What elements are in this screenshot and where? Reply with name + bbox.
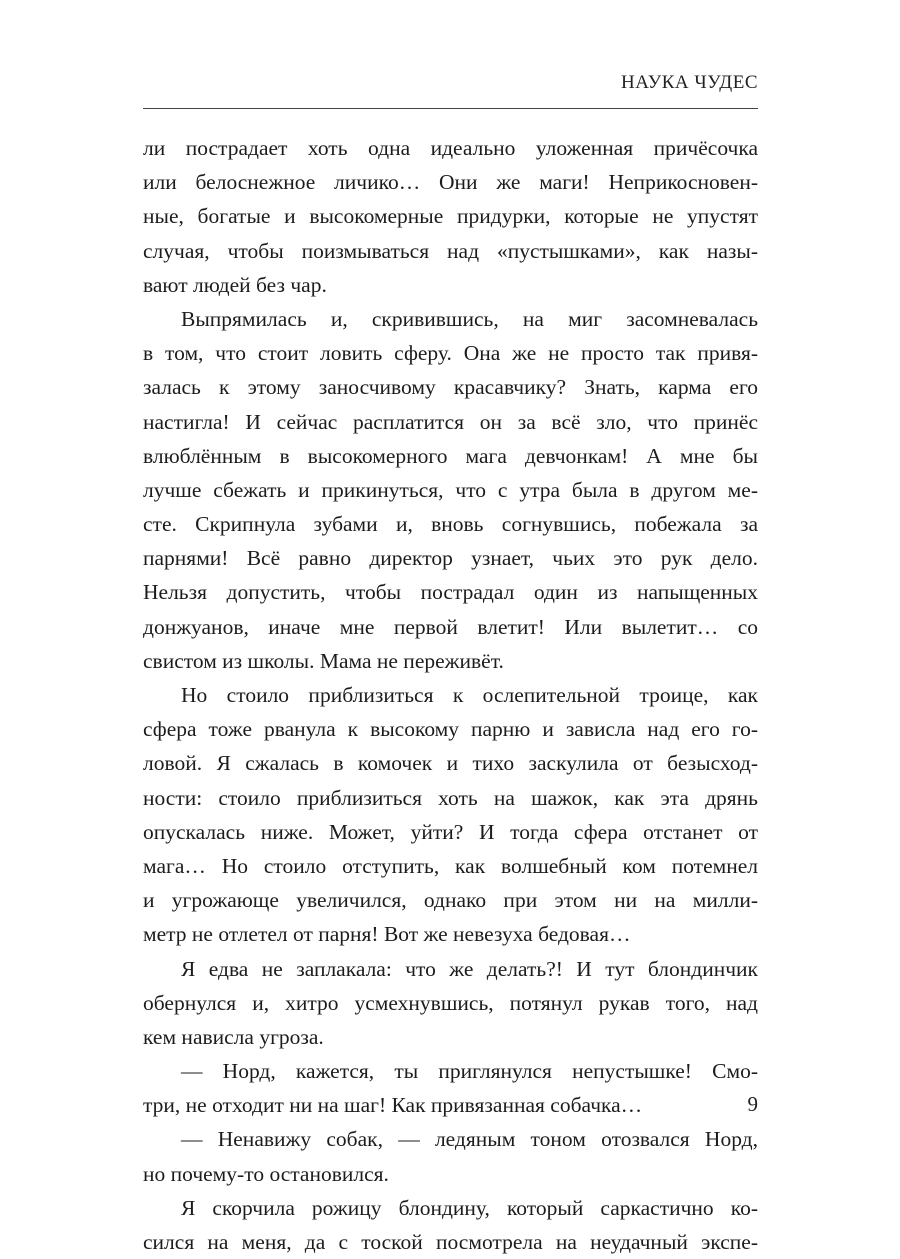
text-line: ные, богатые и высокомерные придурки, которые не упустят bbox=[143, 204, 758, 229]
running-title: НАУКА ЧУДЕС bbox=[621, 72, 758, 93]
text-line: ли пострадает хоть одна идеально уложенная причёсочка bbox=[143, 136, 758, 160]
text-line: но почему-то остановился. bbox=[143, 1161, 389, 1186]
text-line: Но стоило приблизиться к ослепительной троице, как bbox=[181, 683, 758, 707]
page-number: 9 bbox=[747, 1092, 758, 1116]
text-line: донжуанов, иначе мне первой влетит! Или вылетит… со bbox=[143, 614, 758, 639]
text-line: три, не отходит ни на шаг! Как привязанная собачка… bbox=[143, 1093, 643, 1118]
text-line: вают людей без чар. bbox=[143, 272, 327, 297]
text-line: опускалась ниже. Может, уйти? И тогда сфера отстанет от bbox=[143, 819, 758, 844]
text-line: в том, что стоит ловить сферу. Она же не просто так привя- bbox=[143, 341, 758, 366]
text-line: сился на меня, да с тоской посмотрела на неудачный экспе- bbox=[143, 1230, 758, 1254]
header-rule bbox=[143, 108, 758, 109]
text-line: Выпрямилась и, скривившись, на миг засомневалась bbox=[181, 306, 758, 331]
text-line: свистом из школы. Мама не переживёт. bbox=[143, 648, 504, 673]
text-line: Я скорчила рожицу блондину, который саркастично ко- bbox=[181, 1195, 758, 1220]
text-line: залась к этому заносчивому красавчику? Знать, карма его bbox=[143, 375, 758, 400]
text-line: ности: стоило приблизиться хоть на шажок, как эта дрянь bbox=[143, 785, 758, 810]
text-line: — Норд, кажется, ты приглянулся непустышке! Смо- bbox=[181, 1059, 758, 1084]
text-line: или белоснежное личико… Они же маги! Неприкосновен- bbox=[143, 170, 758, 195]
text-line: обернулся и, хитро усмехнувшись, потянул рукав того, над bbox=[143, 990, 758, 1015]
text-line: настигла! И сейчас расплатится он за всё зло, что принёс bbox=[143, 409, 758, 434]
text-line: ловой. Я сжалась в комочек и тихо заскулила от безысход- bbox=[143, 751, 758, 776]
text-line: парнями! Всё равно директор узнает, чьих это рук дело. bbox=[143, 546, 758, 571]
text-line: сте. Скрипнула зубами и, вновь согнувшись, побежала за bbox=[143, 512, 758, 537]
text-line: — Ненавижу собак, — ледяным тоном отозвался Норд, bbox=[181, 1127, 758, 1152]
text-line: случая, чтобы поизмываться над «пустышками», как назы- bbox=[143, 238, 758, 263]
text-line: Я едва не заплакала: что же делать?! И тут блондинчик bbox=[181, 956, 758, 981]
body-text bbox=[143, 131, 758, 1259]
text-line: метр не отлетел от парня! Вот же невезуха бедовая… bbox=[143, 922, 631, 947]
text-line: влюблённым в высокомерного мага девчонкам! А мне бы bbox=[143, 443, 758, 468]
text-line: и угрожающе увеличился, однако при этом ни на милли- bbox=[143, 888, 758, 913]
text-line: Нельзя допустить, чтобы пострадал один из напыщенных bbox=[143, 580, 758, 605]
text-line: кем нависла угроза. bbox=[143, 1024, 324, 1049]
text-line: лучше сбежать и прикинуться, что с утра была в другом ме- bbox=[143, 477, 758, 502]
text-line: мага… Но стоило отступить, как волшебный ком потемнел bbox=[143, 853, 758, 878]
text-line: сфера тоже рванула к высокому парню и зависла над его го- bbox=[143, 717, 758, 742]
